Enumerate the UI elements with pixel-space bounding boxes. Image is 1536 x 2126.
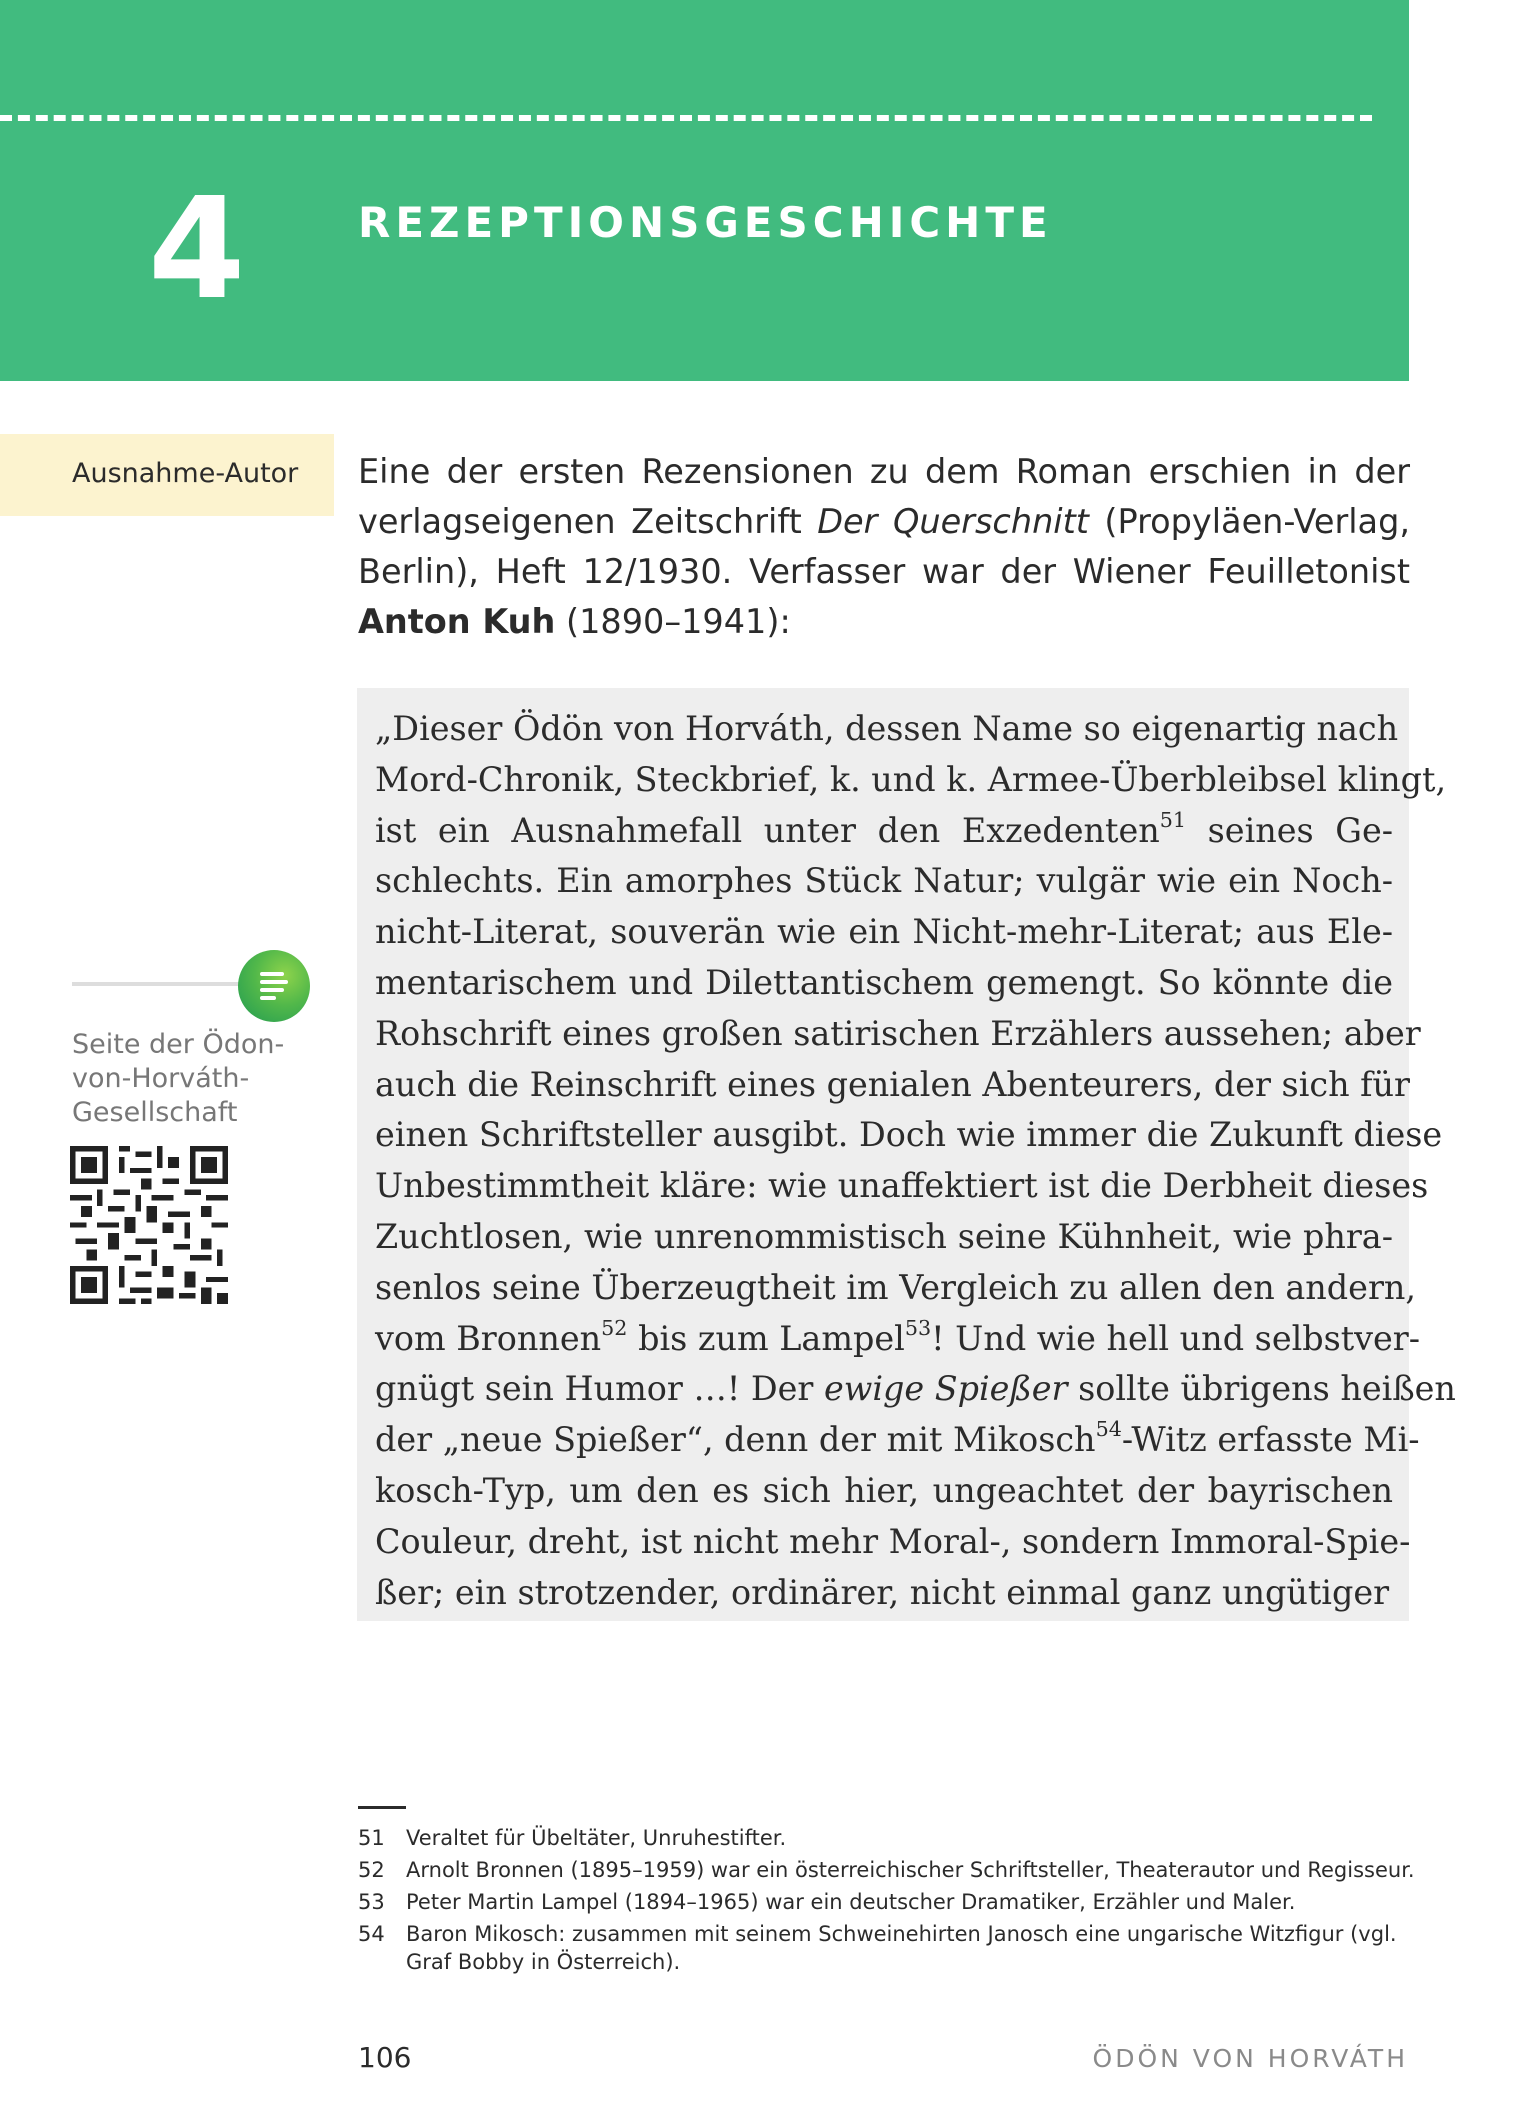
quote-line (375, 907, 1393, 958)
footnote-item (358, 1856, 1418, 1884)
quote-line (375, 1263, 1417, 1314)
quote-segment: ! Und wie hell und selbstver- (931, 1318, 1421, 1358)
quote-line (375, 958, 1393, 1009)
quote-segment: -Witz erfasste Mi- (1121, 1420, 1420, 1460)
journal-title: Der Querschnitt (817, 502, 1089, 541)
quote-segment: mentarischem und Dilettantischem gemengt. So könnte die (375, 962, 1393, 1002)
intro-paragraph (358, 447, 1410, 647)
chapter-number: 4 (148, 168, 246, 331)
quote-segment: gnügt sein Humor …! Der (375, 1369, 824, 1409)
quote-segment: Zuchtlosen, wie unrenommistisch seine Kühnheit, wie phra- (375, 1216, 1393, 1256)
quote-line (375, 1364, 1456, 1415)
footnote-text: Arnolt Bronnen (1895–1959) war ein österreichischer Schriftsteller, Theaterautor und Regisseur. (406, 1858, 1415, 1882)
margin-keyword-tag (0, 434, 334, 516)
running-head: ÖDÖN VON HORVÁTH (1092, 2044, 1408, 2073)
footnote-item (358, 1824, 1418, 1852)
footnotes (358, 1824, 1418, 1980)
quote-segment: senlos seine Überzeugtheit im Vergleich zu allen den andern, (375, 1267, 1417, 1307)
quote-line (375, 755, 1447, 806)
quote-line (375, 1110, 1443, 1161)
chapter-header (0, 0, 1409, 381)
quote-line (375, 806, 1393, 857)
quote-segment: kosch-Typ, um den es sich hier, ungeachtet der bayrischen (375, 1470, 1393, 1510)
quote-line (375, 1415, 1420, 1466)
dashed-divider (0, 115, 1372, 121)
qr-code-icon[interactable] (70, 1146, 228, 1304)
quote-segment: Rohschrift eines großen satirischen Erzählers aussehen; aber (375, 1013, 1421, 1053)
web-caption-line: Seite der Ödon- (72, 1029, 285, 1060)
footnote-text: Veraltet für Übeltäter, Unruhestifter. (406, 1826, 787, 1850)
footnote-ref: 52 (601, 1315, 628, 1340)
chapter-title: REZEPTIONSGESCHICHTE (358, 198, 1053, 247)
quote-segment: auch die Reinschrift eines genialen Abenteurers, der sich für (375, 1064, 1411, 1104)
margin-keyword-label: Ausnahme-Autor (72, 458, 299, 489)
intro-text-end: (1890–1941): (555, 602, 791, 641)
intro-text-middle: (Propyläen-Verlag, Berlin), Heft 12/1930. Verfasser war der Wiener Feuilletonist (358, 502, 1410, 591)
footnote-rule (358, 1806, 406, 1809)
quote-segment: der „neue Spießer“, denn der mit Mikosch (375, 1420, 1096, 1460)
quote-segment: schlechts. Ein amorphes Stück Natur; vulgär wie ein Noch- (375, 861, 1393, 901)
footnote-number: 51 (358, 1826, 385, 1850)
web-caption-line: Gesellschaft (72, 1097, 238, 1128)
quote-text (375, 704, 1456, 1618)
quote-line (375, 856, 1393, 907)
quote-line (375, 1466, 1393, 1517)
footnote-item (358, 1888, 1418, 1916)
quote-segment: Unbestimmtheit kläre: wie unaffektiert ist die Derbheit dieses (375, 1166, 1429, 1206)
footnote-ref: 54 (1095, 1417, 1122, 1442)
web-caption-line: von-Horváth- (72, 1063, 250, 1094)
quote-line (375, 1568, 1393, 1619)
quote-italic: ewige Spießer (823, 1369, 1068, 1409)
web-link-caption (72, 1028, 312, 1130)
list-doc-icon[interactable] (238, 950, 310, 1022)
quote-segment: vom Bronnen (375, 1318, 602, 1358)
quote-segment: sollte übrigens heißen (1067, 1369, 1456, 1409)
footnote-number: 54 (358, 1922, 385, 1946)
quote-segment: Mord-Chronik, Steckbrief, k. und k. Armee-Überbleibsel klingt, (375, 759, 1447, 799)
footnote-ref: 51 (1159, 807, 1187, 832)
quote-line (375, 1060, 1411, 1111)
quote-segment: „Dieser Ödön von Horváth, dessen Name so eigenartig nach (375, 709, 1399, 748)
page-number: 106 (358, 2041, 412, 2074)
footnote-text: Peter Martin Lampel (1894–1965) war ein deutscher Dramatiker, Erzähler und Maler. (406, 1890, 1296, 1914)
author-name: Anton Kuh (358, 602, 556, 641)
footnote-number: 52 (358, 1858, 385, 1882)
quote-line (375, 1212, 1393, 1263)
footnote-item (358, 1920, 1418, 1976)
quote-segment: ist ein Ausnahmefall unter den Exzedenten (375, 810, 1160, 850)
quote-segment: ßer; ein strotzender, ordinärer, nicht einmal ganz ungütiger (375, 1572, 1390, 1612)
quote-segment: seines Ge- (1186, 810, 1393, 850)
quote-segment: nicht-Literat, souverän wie ein Nicht-mehr-Literat; aus Ele- (375, 912, 1393, 952)
quote-line (375, 1517, 1411, 1568)
quote-segment: einen Schriftsteller ausgibt. Doch wie immer die Zukunft diese (375, 1115, 1443, 1155)
footnote-ref: 53 (904, 1315, 932, 1340)
quote-segment: bis zum Lampel (627, 1318, 905, 1358)
quote-line (375, 1009, 1421, 1060)
intro-text-start: Eine der ersten Rezensionen zu dem Roman erschien in der verlagseigenen Zeitschrift (358, 452, 1410, 541)
web-link-rule (72, 982, 252, 986)
quote-block (357, 688, 1456, 1621)
quote-line (375, 1314, 1421, 1365)
quote-segment: Couleur, dreht, ist nicht mehr Moral-, sondern Immoral-Spie- (375, 1521, 1411, 1561)
footnote-text: Baron Mikosch: zusammen mit seinem Schweinehirten Janosch eine ungarische Witzfigur (vgl. Graf Bobby in Österreich). (406, 1922, 1397, 1974)
quote-line (375, 1161, 1429, 1212)
quote-line (375, 704, 1399, 755)
footnote-number: 53 (358, 1890, 385, 1914)
